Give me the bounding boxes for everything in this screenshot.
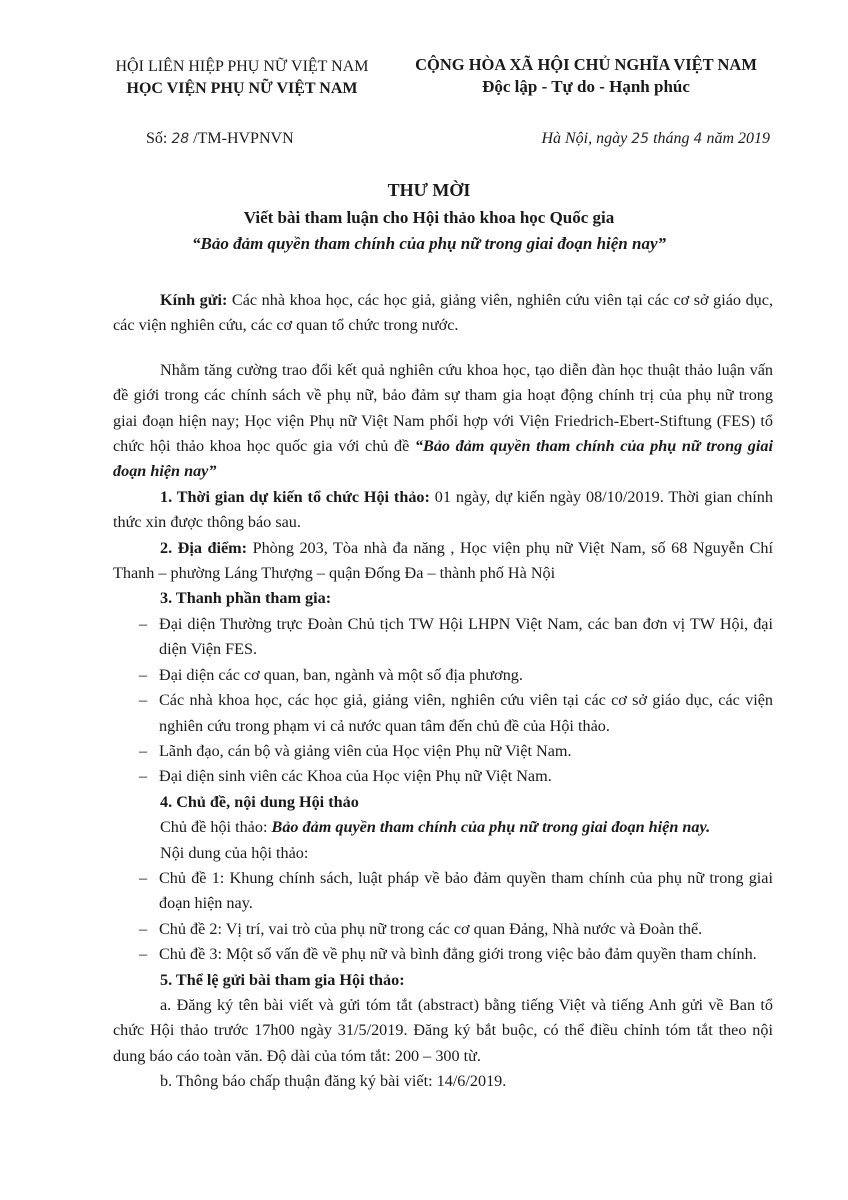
topic-item: – Chủ đề 2: Vị trí, vai trò của phụ nữ trong các cơ quan Đảng, Nhà nước và Đoàn thể. xyxy=(113,917,773,942)
participant-item: – Lãnh đạo, cán bộ và giảng viên của Học viện Phụ nữ Việt Nam. xyxy=(113,739,773,764)
national-motto xyxy=(400,54,772,98)
document-number: Số: 28 /TM-HVPNVN xyxy=(146,130,294,147)
participant-item: – Đại diện sinh viên các Khoa của Học viện Phụ nữ Việt Nam. xyxy=(113,764,773,789)
motto: Độc lập - Tự do - Hạnh phúc xyxy=(482,77,690,96)
document-date: Hà Nội, ngày 25 tháng 4 năm 2019 xyxy=(541,130,770,147)
conference-theme-title: “Bảo đảm quyền tham chính của phụ nữ trong giai đoạn hiện nay” xyxy=(191,234,667,253)
dash-bullet: – xyxy=(139,919,148,938)
dash-bullet: – xyxy=(139,741,148,760)
participant-item: – Đại diện các cơ quan, ban, ngành và một số địa phương. xyxy=(113,663,773,688)
section-5-heading: 5. Thể lệ gửi bài tham gia Hội thảo: xyxy=(160,970,405,989)
section-4-theme: Chủ đề hội thảo: Bảo đảm quyền tham chính của phụ nữ trong giai đoạn hiện nay. xyxy=(160,818,711,837)
intro-paragraph: Nhằm tăng cường trao đổi kết quả nghiên cứu khoa học, tạo diễn đàn học thuật thảo luận vấn đề giới trong các chính sách về phụ nữ, bảo đảm sự tham gia hoạt động chính trị của phụ nữ trong giai đoạn hiện nay; Học viện Phụ nữ Việt Nam phối hợp với Viện Friedrich-Ebert-Stiftung (FES) tổ chức hội thảo khoa học quốc gia với chủ đề “Bảo đảm quyền tham chính của phụ nữ trong giai đoạn hiện nay” xyxy=(113,360,773,481)
topic-item: – Chủ đề 1: Khung chính sách, luật pháp về bảo đảm quyền tham chính của phụ nữ trong giai đoạn hiện nay. xyxy=(113,866,773,917)
handwritten-month: 4 xyxy=(693,131,703,147)
dash-bullet: – xyxy=(139,614,148,633)
participant-item: – Các nhà khoa học, các học giả, giảng viên, nghiên cứu viên tại các cơ sở giáo dục, các viện nghiên cứu trong phạm vi cả nước quan tâm đến chủ đề của Hội thảo. xyxy=(113,688,773,739)
country-name: CỘNG HÒA XÃ HỘI CHỦ NGHĨA VIỆT NAM xyxy=(415,55,757,74)
recipients: Kính gửi: Các nhà khoa học, các học giả, giảng viên, nghiên cứu viên tại các cơ sở giáo dục, các viện nghiên cứu, các cơ quan tổ chức trong nước. xyxy=(113,291,774,335)
section-4-heading: 4. Chủ đề, nội dung Hội thảo xyxy=(160,792,359,811)
dash-bullet: – xyxy=(139,767,148,786)
section-4-content-label: Nội dung của hội thảo: xyxy=(160,843,309,862)
handwritten-day: 25 xyxy=(631,131,650,147)
section-5-item-b: b. Thông báo chấp thuận đăng ký bài viết: 14/6/2019. xyxy=(160,1072,507,1091)
dash-bullet: – xyxy=(139,665,148,684)
issuing-organization: HỌC VIỆN PHỤ NỮ VIỆT NAM xyxy=(126,80,358,97)
dash-bullet: – xyxy=(139,691,148,710)
section-5-item-a: a. Đăng ký tên bài viết và gửi tóm tắt (abstract) bằng tiếng Việt và tiếng Anh gửi về Ban tổ chức Hội thảo trước 17h00 ngày 31/5/2019. Đăng ký bắt buộc, có thể điều chỉnh tóm tắt theo nội dung báo cáo toàn văn. Độ dài của tóm tắt: 200 – 300 từ. xyxy=(113,995,773,1065)
document-title: THƯ MỜI xyxy=(387,180,471,200)
parent-organization: HỘI LIÊN HIỆP PHỤ NỮ VIỆT NAM xyxy=(115,58,369,75)
section-1: 1. Thời gian dự kiến tổ chức Hội thảo: 01 ngày, dự kiến ngày 08/10/2019. Thời gian chính thức xin được thông báo sau. xyxy=(113,487,773,532)
dash-bullet: – xyxy=(139,945,148,964)
letter-body xyxy=(113,288,773,1095)
section-3-heading: 3. Thanh phần tham gia: xyxy=(160,589,332,608)
organization-header xyxy=(92,56,392,100)
handwritten-number: 28 xyxy=(171,131,190,147)
section-2: 2. Địa điểm: Phòng 203, Tòa nhà đa năng , Học viện phụ nữ Việt Nam, số 68 Nguyễn Chí Thanh – phường Láng Thượng – quận Đống Đa – thành phố Hà Nội xyxy=(113,538,773,583)
topic-item: – Chủ đề 3: Một số vấn đề về phụ nữ và bình đẳng giới trong việc bảo đảm quyền tham chính. xyxy=(113,942,773,967)
dash-bullet: – xyxy=(139,868,148,887)
document-subtitle: Viết bài tham luận cho Hội thảo khoa học Quốc gia xyxy=(243,208,615,227)
participant-item: – Đại diện Thường trực Đoàn Chủ tịch TW Hội LHPN Việt Nam, các ban đơn vị TW Hội, đại diện Viện FES. xyxy=(113,612,773,663)
